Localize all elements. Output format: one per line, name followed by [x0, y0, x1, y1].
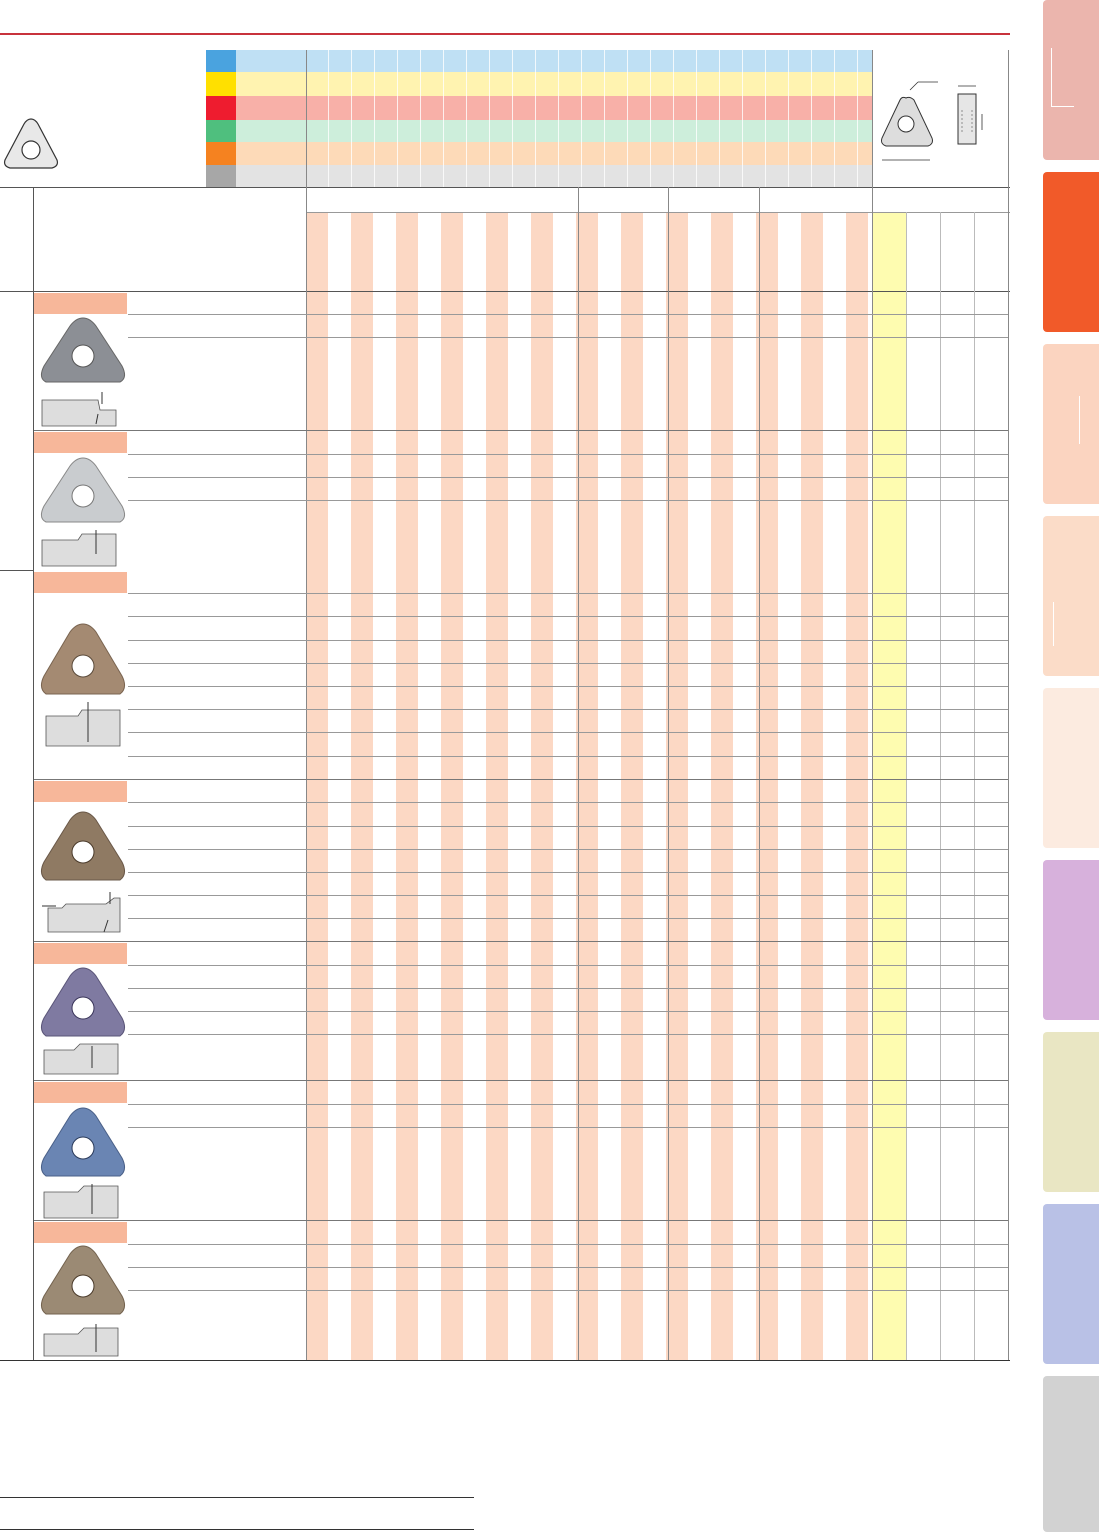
insert-image-3 [38, 616, 128, 752]
product-label-6 [34, 1082, 127, 1103]
insert-shape-icon [2, 116, 60, 172]
insert-image-5 [38, 966, 128, 1080]
side-tab-4[interactable] [1043, 516, 1099, 676]
product-label-2 [34, 432, 127, 453]
dimension-drawing [874, 76, 994, 176]
insert-image-7 [38, 1244, 128, 1358]
footer-rule-1 [0, 1497, 474, 1498]
iso-color-s [206, 142, 236, 165]
side-tab-9[interactable] [1043, 1376, 1099, 1532]
side-tab-8[interactable] [1043, 1204, 1099, 1364]
product-label-1 [34, 293, 127, 314]
iso-color-h [206, 165, 236, 187]
insert-image-4 [38, 808, 128, 938]
side-tab-2[interactable] [1043, 172, 1099, 332]
insert-image-2 [38, 454, 128, 570]
grade-column-stripes [306, 212, 872, 1360]
footer-rule-2 [0, 1529, 474, 1530]
top-accent-line [0, 33, 1010, 35]
product-label-3 [34, 572, 127, 593]
insert-image-1 [38, 314, 128, 430]
side-tab-3[interactable] [1043, 344, 1099, 504]
iso-color-k [206, 96, 236, 120]
side-tab-1[interactable] [1043, 0, 1099, 160]
side-tab-6[interactable] [1043, 860, 1099, 1020]
product-label-5 [34, 943, 127, 964]
product-label-4 [34, 781, 127, 802]
insert-image-6 [38, 1106, 128, 1220]
iso-color-m [206, 72, 236, 96]
iso-color-p [206, 50, 236, 72]
side-tab-5[interactable] [1043, 688, 1099, 848]
highlight-column [873, 212, 906, 1360]
iso-color-n [206, 120, 236, 142]
product-label-7 [34, 1222, 127, 1243]
side-tab-7[interactable] [1043, 1032, 1099, 1192]
